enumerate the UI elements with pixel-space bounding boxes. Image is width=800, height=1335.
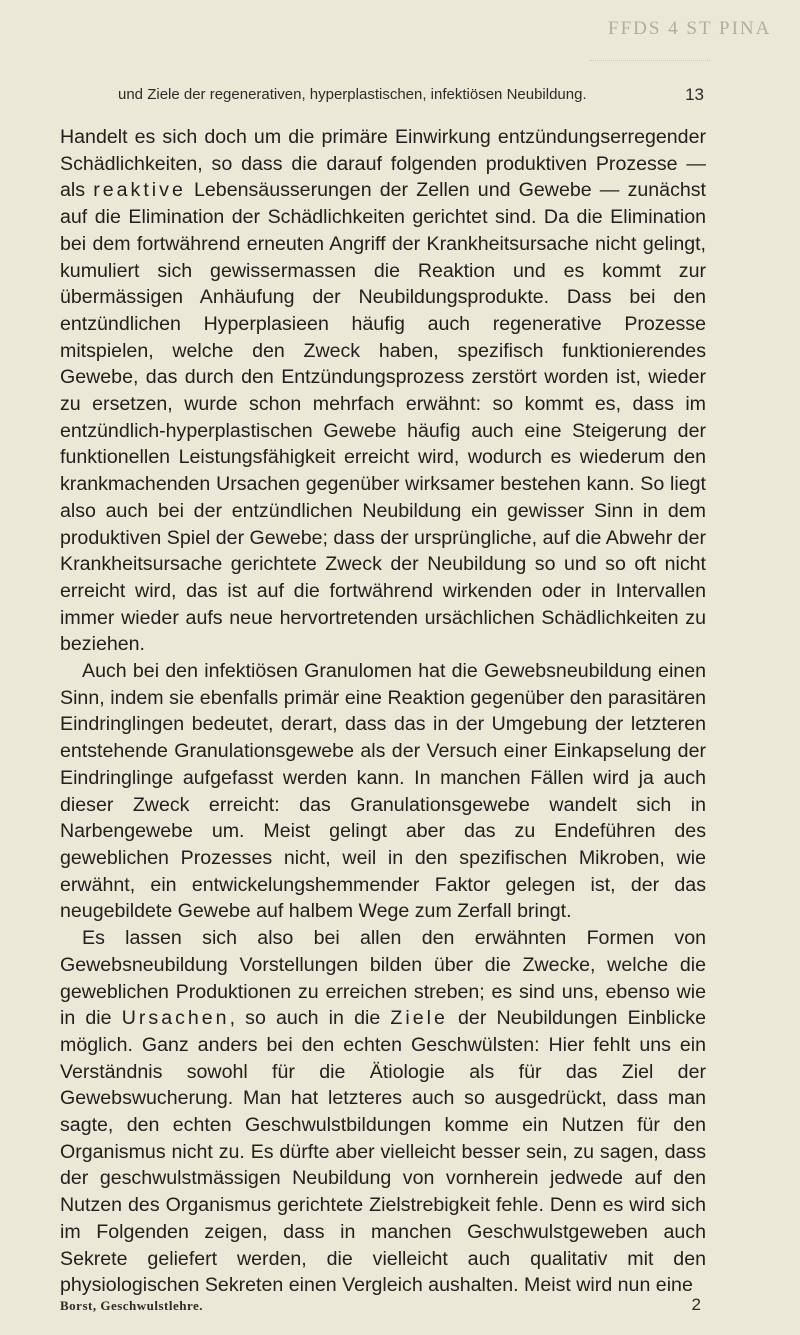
paragraph-1 bbox=[60, 124, 706, 658]
paragraph-3 bbox=[60, 925, 706, 1299]
sheet-number: 2 bbox=[691, 1295, 701, 1314]
running-title: und Ziele der regenerativen, hyperplastischen, infektiösen Neubildung. bbox=[118, 86, 587, 103]
body-text bbox=[60, 124, 706, 1299]
emphasis-ursachen: Ursachen bbox=[121, 1007, 230, 1030]
faint-stamp-trace bbox=[590, 60, 710, 81]
emphasis-reaktive: reaktive bbox=[93, 179, 186, 202]
paragraph-3-text-b: , so auch in die bbox=[229, 1007, 391, 1030]
library-stamp: FFDS 4 ST PINA bbox=[608, 18, 772, 39]
running-header bbox=[118, 86, 704, 110]
page-number: 13 bbox=[685, 85, 704, 104]
paragraph-1-text-a: Handelt es sich doch um die primäre Einwirkung entzündungserregender Schädlichkeiten, so dass die darauf folgenden produktiven Prozesse — als bbox=[60, 126, 706, 202]
paragraph-3-text-a: Es lassen sich also bei allen den erwähnten Formen von Gewebsneubildung Vorstellungen bilden über die Zwecke, welche die geweblichen Produktionen zu erreichen streben; es sind uns, ebenso wie in die bbox=[60, 927, 706, 1030]
paragraph-1-text-b: Lebensäusserungen der Zellen und Gewebe — zunächst auf die Elimination der Schädlichkeiten gerichtet sind. Da die Elimination bei dem fortwährend erneuten Angriff der Krankheitsursache nicht gelingt, kumuliert sich gewissermassen die Reaktion und es kommt zur übermässigen Anhäufung der Neubildungsprodukte. Dass bei den entzündlichen Hyperplasieen häufig auch regenerative Prozesse mitspielen, welche den Zweck haben, spezifisch funktionierendes Gewebe, das durch den Entzündungsprozess zerstört worden ist, wieder zu ersetzen, wurde schon mehrfach erwähnt: so kommt es, dass im entzündlich-hyperplastischen Gewebe häufig auch eine Steigerung der funktionellen Leistungsfähigkeit erreicht wird, wodurch es wiederum den krankmachenden Ursachen gegenüber wirksamer bestehen kann. So liegt also auch bei der entzündlichen Neubildung ein gewisser Sinn in dem produktiven Spiel der Gewebe; dass der ursprüngliche, auf die Abwehr der Krankheitsursache gerichtete Zweck der Neubildung so und so oft nicht erreicht wird, das ist auf die fortwährend wirkenden oder in Intervallen immer wieder aufs neue hervortretenden ursächlichen Schädlichkeiten zu beziehen. bbox=[60, 179, 706, 656]
signature-line: Borst, Geschwulstlehre. bbox=[60, 1298, 204, 1313]
emphasis-ziele: Ziele bbox=[390, 1007, 448, 1030]
paragraph-3-text-c: der Neubildungen Einblicke möglich. Ganz anders bei den echten Geschwülsten: Hier fehlt uns ein Verständnis sowohl für die Ätiologie als für das Ziel der Gewebswucherung. Man hat letzteres auch so ausgedrückt, dass man sagte, den echten Geschwulstbildungen komme ein Nutzen für den Organismus nicht zu. Es dürfte aber vielleicht besser sein, zu sagen, dass der geschwulstmässigen Neubildung von vornherein jedwede auf den Nutzen des Organismus gerichtete Zielstrebigkeit fehle. Denn es wird sich im Folgenden zeigen, dass in manchen Geschwulstgeweben auch Sekrete geliefert werden, die vielleicht auch qualitativ mit den physiologischen Sekreten einen Vergleich aushalten. Meist wird nun eine bbox=[60, 1007, 707, 1297]
page-footer bbox=[60, 1295, 701, 1320]
paragraph-2: Auch bei den infektiösen Granulomen hat die Gewebsneubildung einen Sinn, indem sie ebenfalls primär eine Reaktion gegenüber den parasitären Eindringlingen bedeutet, derart, dass das in der Umgebung der letzteren entstehende Granulationsgewebe als der Versuch einer Einkapselung der Eindringlinge aufgefasst werden kann. In manchen Fällen wird ja auch dieser Zweck erreicht: das Granulationsgewebe wandelt sich in Narbengewebe um. Meist gelingt aber das zu Endeführen des geweblichen Prozesses nicht, weil in den spezifischen Mikroben, wie erwähnt, ein entwickelungshemmender Faktor gelegen ist, der das neugebildete Gewebe auf halbem Wege zum Zerfall bringt. bbox=[60, 660, 706, 923]
